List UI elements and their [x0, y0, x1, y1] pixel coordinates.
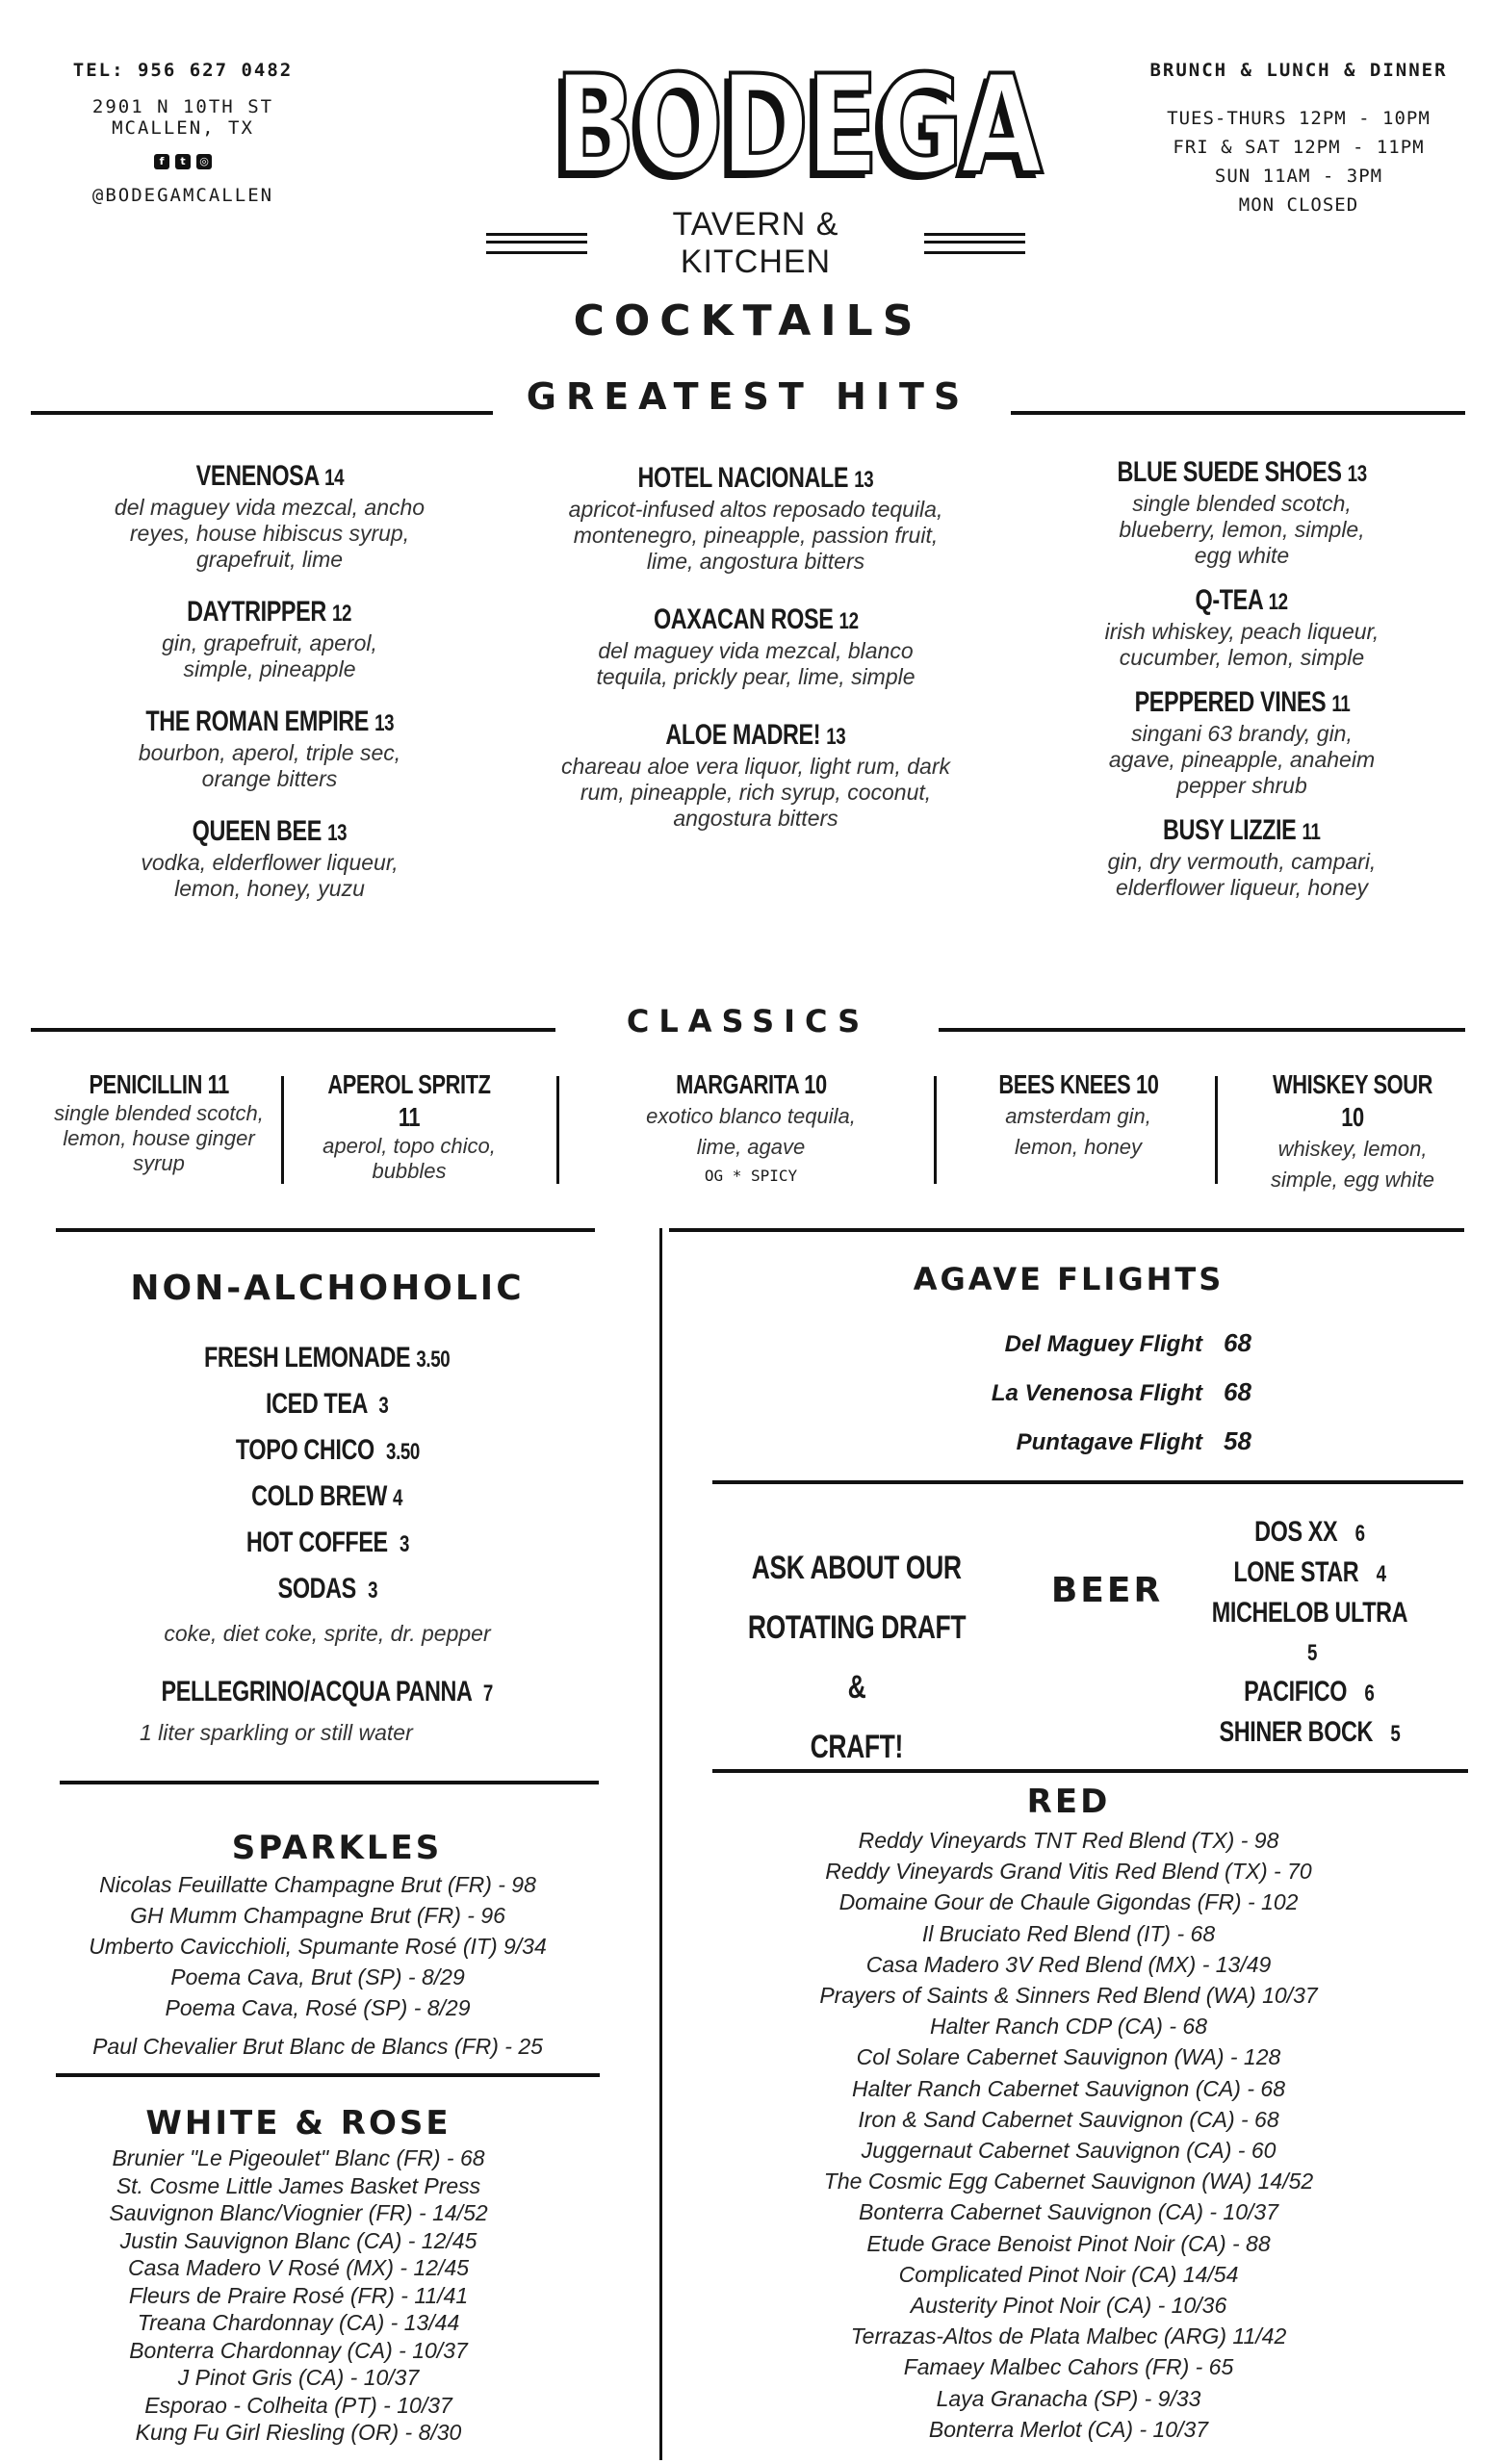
- classic-desc: amsterdam gin, lemon, honey: [1005, 1104, 1151, 1159]
- social-handle: @BODEGAMCALLEN: [91, 185, 274, 206]
- classic-name: APEROL SPRITZ: [327, 1069, 491, 1099]
- divider: [712, 1480, 1463, 1484]
- cocktail-name: BLUE SUEDE SHOES: [1117, 456, 1342, 488]
- classic-desc: exotico blanco tequila, lime, agave: [646, 1104, 856, 1159]
- beer-price: 5: [1389, 1721, 1400, 1747]
- classic-price: 11: [207, 1069, 229, 1099]
- wine-item: Prayers of Saints & Sinners Red Blend (WA) 10/37: [819, 1983, 1318, 2009]
- beer-price: 4: [1376, 1561, 1386, 1587]
- cocktail-item: [87, 706, 452, 792]
- facebook-icon[interactable]: f: [154, 154, 169, 169]
- cocktail-price: 11: [1330, 691, 1350, 717]
- wine-item: Fleurs de Praire Rosé (FR) - 11/41: [128, 2282, 469, 2308]
- agave-flights-list: [674, 1328, 1463, 1476]
- wine-item: GH Mumm Champagne Brut (FR) - 96: [130, 1903, 505, 1928]
- white-rose-list: [0, 2144, 597, 2447]
- pellegrino-desc: 1 liter sparkling or still water: [140, 1720, 413, 1745]
- wine-item: Umberto Cavicchioli, Spumante Rosé (IT) 9/34: [89, 1934, 547, 1959]
- flight-name: La Venenosa Flight: [991, 1380, 1202, 1406]
- cocktail-name: PEPPERED VINES: [1134, 686, 1326, 718]
- agave-flights-title: AGAVE FLIGHTS: [913, 1261, 1225, 1297]
- cocktail-name: VENENOSA: [195, 460, 319, 492]
- cocktail-price: 12: [332, 601, 352, 627]
- cocktail-item: [87, 815, 452, 902]
- wine-item: Domaine Gour de Chaule Gigondas (FR) - 102: [838, 1889, 1299, 1915]
- divider: [669, 1228, 1464, 1232]
- beer-list: [1184, 1513, 1434, 1754]
- wine-item: Halter Ranch Cabernet Sauvignon (CA) - 68: [851, 2075, 1285, 2101]
- cocktail-name: OAXACAN ROSE: [653, 603, 834, 635]
- beer-name: DOS XX: [1253, 1516, 1337, 1548]
- ask-line: ASK ABOUT OUR: [752, 1550, 962, 1586]
- logo-bars-right: [924, 233, 1025, 254]
- classic-item: [39, 1068, 279, 1176]
- cocktail-item: [1078, 686, 1406, 799]
- na-item: [162, 1670, 493, 1716]
- cocktail-item: [1078, 456, 1406, 569]
- divider: [60, 1781, 599, 1784]
- wine-item: St. Cosme Little James Basket Press: [116, 2172, 481, 2198]
- center-divider: [659, 1228, 662, 2460]
- wine-item: Kung Fu Girl Riesling (OR) - 8/30: [135, 2420, 462, 2445]
- classic-price: 11: [398, 1102, 421, 1132]
- beer-name: PACIFICO: [1244, 1676, 1348, 1707]
- cocktail-item: [558, 719, 953, 832]
- hours-line: MON CLOSED: [1238, 194, 1359, 216]
- classic-desc: single blended scotch, lemon, house ginger syrup: [54, 1101, 264, 1175]
- cocktail-column-3: [1078, 456, 1406, 924]
- beer-item: [1212, 1594, 1407, 1673]
- cocktail-desc: singani 63 brandy, gin, agave, pineapple, anaheim pepper shrub: [1108, 721, 1376, 798]
- cocktail-price: 13: [826, 724, 846, 750]
- classic-name: PENICILLIN: [89, 1069, 202, 1099]
- wine-item: Reddy Vineyards TNT Red Blend (TX) - 98: [858, 1828, 1279, 1853]
- na-name: COLD BREW: [251, 1480, 388, 1512]
- na-price: 3.50: [416, 1347, 451, 1373]
- rotating-draft-note: [712, 1538, 1001, 1777]
- flight-name: Del Maguey Flight: [1004, 1331, 1202, 1357]
- beer-name: LONE STAR: [1232, 1556, 1358, 1588]
- classic-divider: [1215, 1076, 1218, 1184]
- wine-item: Brunier "Le Pigeoulet" Blanc (FR) - 68: [112, 2145, 485, 2170]
- classic-name: WHISKEY SOUR: [1272, 1069, 1433, 1099]
- classic-item: [606, 1068, 895, 1185]
- cocktail-price: 12: [1269, 589, 1289, 615]
- beer-item: [1219, 1713, 1400, 1754]
- na-item: [235, 1428, 419, 1475]
- wine-item: Col Solare Cabernet Sauvignon (WA) - 128: [856, 2044, 1281, 2070]
- na-price: 3: [367, 1578, 377, 1604]
- beer-title: BEER: [1050, 1571, 1164, 1610]
- wine-item: J Pinot Gris (CA) - 10/37: [177, 2365, 420, 2390]
- wine-item: Terrazas-Altos de Plata Malbec (ARG) 11/42: [850, 2323, 1287, 2349]
- flight-row: [674, 1377, 1463, 1407]
- wine-item: Nicolas Feuillatte Champagne Brut (FR) - 98: [99, 1872, 536, 1897]
- instagram-icon[interactable]: ◎: [196, 154, 212, 169]
- cocktail-name: ALOE MADRE!: [665, 719, 821, 751]
- classics-title: CLASSICS: [626, 1003, 870, 1040]
- wine-item: The Cosmic Egg Cabernet Sauvignon (WA) 14/52: [823, 2169, 1314, 2194]
- logo-bars-left: [486, 233, 587, 254]
- na-item: [204, 1336, 450, 1382]
- divider: [56, 1228, 595, 1232]
- classic-price: 10: [1135, 1069, 1159, 1099]
- flight-price: 58: [1224, 1426, 1251, 1455]
- na-name: HOT COFFEE: [245, 1527, 388, 1558]
- wine-item: Complicated Pinot Noir (CA) 14/54: [898, 2261, 1239, 2287]
- cocktail-item: [87, 596, 452, 682]
- beer-item: [1233, 1553, 1385, 1594]
- na-name: FRESH LEMONADE: [204, 1342, 411, 1373]
- cocktail-price: 13: [1347, 461, 1367, 487]
- hours-line: TUES-THURS 12PM - 10PM: [1167, 108, 1431, 129]
- service-label: BRUNCH & LUNCH & DINNER: [1149, 60, 1448, 81]
- beer-name: SHINER BOCK: [1219, 1716, 1373, 1748]
- red-list: [674, 1825, 1463, 2445]
- address: 2901 N 10TH ST MCALLEN, TX: [91, 96, 274, 139]
- flight-name: Puntagave Flight: [1016, 1429, 1202, 1455]
- wine-item: Halter Ranch CDP (CA) - 68: [929, 2014, 1207, 2040]
- na-price: 4: [393, 1485, 403, 1511]
- wine-item: Reddy Vineyards Grand Vitis Red Blend (TX) - 70: [825, 1859, 1312, 1885]
- wine-item: Justin Sauvignon Blanc (CA) - 12/45: [119, 2227, 477, 2253]
- na-price: 3: [399, 1531, 409, 1557]
- hours-list: [1140, 108, 1457, 216]
- na-price: 3: [378, 1393, 389, 1419]
- beer-item: [1254, 1513, 1364, 1553]
- sparkles-title: SPARKLES: [231, 1829, 443, 1867]
- cocktail-price: 11: [1302, 819, 1321, 845]
- cocktails-title: COCKTAILS: [573, 296, 923, 346]
- wine-item: Etude Grace Benoist Pinot Noir (CA) - 88: [866, 2230, 1271, 2256]
- wine-item: Iron & Sand Cabernet Sauvignon (CA) - 68: [858, 2106, 1279, 2132]
- classic-price: 10: [1341, 1102, 1364, 1132]
- classic-divider: [556, 1076, 559, 1184]
- cocktail-column-1: [87, 460, 452, 925]
- logo-sub-text: TAVERN & KITCHEN: [672, 206, 839, 280]
- na-name: SODAS: [277, 1573, 356, 1604]
- cocktail-item: [87, 460, 452, 573]
- cocktail-item: [1078, 814, 1406, 901]
- cocktail-name: HOTEL NACIONALE: [637, 462, 849, 494]
- ask-line: CRAFT!: [810, 1729, 904, 1765]
- cocktail-price: 14: [323, 465, 344, 491]
- ask-line: ROTATING DRAFT &: [747, 1609, 967, 1706]
- cocktail-desc: irish whiskey, peach liqueur, cucumber, lemon, simple: [1104, 619, 1380, 670]
- beer-item: [1244, 1673, 1374, 1713]
- divider: [712, 1769, 1468, 1773]
- cocktail-name: QUEEN BEE: [192, 815, 322, 847]
- greatest-hits-title: GREATEST HITS: [526, 375, 970, 418]
- social-icons: [39, 154, 327, 169]
- cocktail-desc: gin, dry vermouth, campari, elderflower liqueur, honey: [1107, 849, 1377, 900]
- cocktail-desc: chareau aloe vera liquor, light rum, dark rum, pineapple, rich syrup, coconut, angostura bitters: [561, 754, 950, 831]
- classic-name: BEES KNEES: [997, 1069, 1130, 1099]
- wine-item: Bonterra Chardonnay (CA) - 10/37: [129, 2337, 468, 2363]
- cocktail-item: [558, 462, 953, 575]
- cocktail-column-2: [558, 462, 953, 855]
- classic-item: [1232, 1068, 1473, 1195]
- na-item: [277, 1567, 377, 1613]
- cocktail-price: 13: [374, 710, 394, 736]
- classic-price: 10: [803, 1069, 827, 1099]
- cocktail-price: 13: [327, 820, 348, 846]
- hours-line: SUN 11AM - 3PM: [1214, 166, 1383, 187]
- sparkles-list: [29, 1869, 606, 2062]
- flight-price: 68: [1224, 1328, 1251, 1357]
- divider: [31, 411, 493, 415]
- wine-item: Poema Cava, Rosé (SP) - 8/29: [165, 1995, 471, 2020]
- logo-word: BODEGA: [555, 46, 1041, 205]
- beer-price: 6: [1364, 1681, 1375, 1707]
- na-item: [266, 1382, 388, 1428]
- wine-item: Casa Madero 3V Red Blend (MX) - 13/49: [865, 1951, 1272, 1977]
- contact-block: [39, 60, 327, 221]
- cocktail-desc: vodka, elderflower liqueur, lemon, honey, yuzu: [141, 850, 399, 901]
- flight-row: [674, 1426, 1463, 1456]
- wine-item: Treana Chardonnay (CA) - 13/44: [137, 2310, 460, 2335]
- beer-price: 5: [1307, 1640, 1318, 1666]
- cocktail-desc: del maguey vida mezcal, ancho reyes, house hibiscus syrup, grapefruit, lime: [114, 495, 426, 572]
- na-item: [245, 1521, 408, 1567]
- cocktail-name: THE ROMAN EMPIRE: [145, 706, 369, 737]
- cocktail-name: Q-TEA: [1195, 584, 1263, 616]
- wine-item: Sauvignon Blanc/Viognier (FR) - 14/52: [109, 2200, 488, 2225]
- non-alcoholic-list: [58, 1336, 597, 1746]
- na-name: ICED TEA: [266, 1388, 368, 1420]
- na-item: [252, 1475, 403, 1521]
- wine-item: Esporao - Colheita (PT) - 10/37: [144, 2392, 452, 2418]
- wine-item: Juggernaut Cabernet Sauvignon (CA) - 60: [861, 2138, 1277, 2164]
- twitter-icon[interactable]: t: [175, 154, 191, 169]
- white-rose-title: WHITE & ROSE: [145, 2104, 451, 2143]
- cocktail-name: DAYTRIPPER: [187, 596, 327, 628]
- classic-name: MARGARITA: [675, 1069, 799, 1099]
- wine-item: Il Bruciato Red Blend (IT) - 68: [921, 1920, 1216, 1946]
- na-name: TOPO CHICO: [235, 1434, 374, 1466]
- na-price: 3.50: [385, 1439, 420, 1465]
- red-title: RED: [1026, 1783, 1111, 1821]
- logo-subtitle: [486, 206, 1025, 281]
- classic-item: [294, 1068, 525, 1184]
- cocktail-price: 12: [838, 608, 859, 634]
- classic-item: [953, 1068, 1203, 1163]
- flight-price: 68: [1224, 1377, 1251, 1406]
- wine-item: Poema Cava, Brut (SP) - 8/29: [170, 1964, 465, 1989]
- cocktail-name: BUSY LIZZIE: [1163, 814, 1297, 846]
- divider: [56, 2073, 600, 2077]
- cocktail-desc: bourbon, aperol, triple sec, orange bitters: [138, 740, 401, 791]
- wine-item: Famaey Malbec Cahors (FR) - 65: [903, 2354, 1234, 2380]
- wine-item: Casa Madero V Rosé (MX) - 12/45: [127, 2255, 470, 2280]
- beer-price: 6: [1354, 1521, 1365, 1547]
- na-price: 7: [483, 1681, 494, 1707]
- wine-item: Paul Chevalier Brut Blanc de Blancs (FR) - 25: [92, 2034, 543, 2059]
- classic-note: OG * SPICY: [704, 1167, 798, 1185]
- cocktail-price: 13: [854, 467, 874, 493]
- na-name: PELLEGRINO/ACQUA PANNA: [161, 1676, 472, 1707]
- divider: [1011, 411, 1465, 415]
- classic-desc: whiskey, lemon, simple, egg white: [1271, 1137, 1434, 1192]
- beer-name: MICHELOB ULTRA: [1211, 1597, 1407, 1629]
- cocktail-item: [558, 603, 953, 690]
- wine-item: Bonterra Merlot (CA) - 10/37: [928, 2416, 1209, 2442]
- classic-divider: [934, 1076, 937, 1184]
- phone: TEL: 956 627 0482: [72, 60, 294, 81]
- logo: [486, 46, 1041, 281]
- wine-item: Bonterra Cabernet Sauvignon (CA) - 10/37: [859, 2199, 1278, 2225]
- cocktail-desc: single blended scotch, blueberry, lemon, simple, egg white: [1119, 491, 1365, 568]
- sodas-desc: coke, diet coke, sprite, dr. pepper: [164, 1621, 491, 1646]
- non-alcoholic-title: NON-ALCHOHOLIC: [130, 1269, 525, 1308]
- cocktail-desc: gin, grapefruit, aperol, simple, pineapple: [162, 630, 377, 681]
- classic-divider: [281, 1076, 284, 1184]
- hours-line: FRI & SAT 12PM - 11PM: [1173, 137, 1425, 158]
- wine-item: Austerity Pinot Noir (CA) - 10/36: [910, 2293, 1227, 2319]
- flight-row: [674, 1328, 1463, 1358]
- classic-desc: aperol, topo chico, bubbles: [322, 1134, 496, 1183]
- hours-block: [1140, 60, 1457, 223]
- cocktail-desc: apricot-infused altos reposado tequila, montenegro, pineapple, passion fruit, lime, angostura bitters: [568, 497, 943, 574]
- cocktail-desc: del maguey vida mezcal, blanco tequila, prickly pear, lime, simple: [596, 638, 916, 689]
- wine-item: Laya Granacha (SP) - 9/33: [936, 2385, 1201, 2411]
- cocktail-item: [1078, 584, 1406, 671]
